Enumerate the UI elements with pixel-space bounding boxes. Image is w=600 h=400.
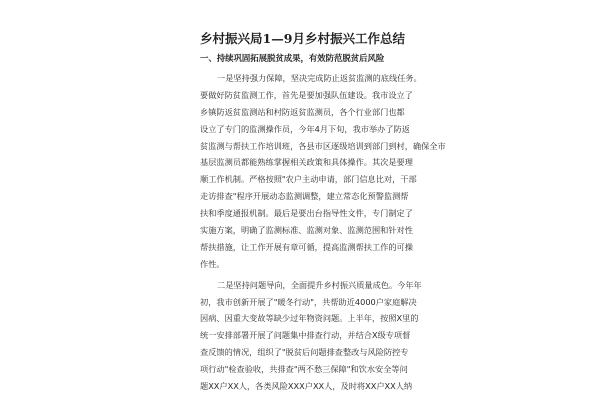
paragraph-line: 基层监测员都能熟练掌握相关政策和具体操作。其次是要理 bbox=[200, 157, 413, 168]
paragraph-line: 初，我市创新开展了"暖冬行动"，共帮助近4000户家庭解决 bbox=[200, 296, 417, 307]
paragraph-line: 因病、因重大变故等缺少过年物资问题。上半年，按照X里的 bbox=[200, 313, 419, 324]
paragraph-line: 扶和季度通报机制。最后是要出台指导性文件，专门制定了 bbox=[200, 208, 413, 219]
paragraph-line: 走访排查"程序开展动态监测调整，建立常态化预警监测帮 bbox=[200, 191, 409, 202]
paragraph-line: 查反馈的情况，组织了"脱贫后问题排查整改与风险防控专 bbox=[200, 347, 409, 358]
paragraph-line: 二是坚持问题导向，全面提升乡村振兴质量成色。今年年 bbox=[217, 279, 422, 290]
paragraph-line: 实施方案，明确了监测标准、监测对象、监测范围和针对性 bbox=[200, 225, 413, 236]
paragraph-line: 要做好防贫监测工作，首先是要加强队伍建设。我市设立了 bbox=[200, 89, 413, 100]
page-title: 乡村振兴局1—9月乡村振兴工作总结 bbox=[200, 31, 405, 46]
document-body bbox=[200, 30, 446, 399]
paragraph-line: 作性。 bbox=[200, 258, 225, 269]
section-heading: 一、持续巩固拓展脱贫成果，有效防范脱贫后风险 bbox=[200, 53, 385, 63]
paragraph-line: 设立了专门的监测操作员，今年4月下旬，我市举办了防返 bbox=[200, 123, 410, 134]
paragraph-line: 乡镇防返贫监测站和村防返贫监测员，各个行业部门也都 bbox=[200, 106, 405, 117]
paragraph-line: 顺工作机制。严格按照"农户主动申请，部门信息比对，干部 bbox=[200, 174, 417, 185]
paragraph-line: 统一安排部署开展了问题集中排查行动，并结合X级专项督 bbox=[200, 330, 411, 341]
paragraph-line: 帮扶措施，让工作开展有章可循，提高监测帮扶工作的可操 bbox=[200, 241, 413, 252]
paragraph-line: 贫监测与帮扶工作培训班，各县市区逐级培训到部门到村，确保全市 bbox=[200, 140, 446, 151]
paragraph-line: 一是坚持强力保障，坚决完成防止返贫监测的底线任务。 bbox=[217, 73, 422, 83]
paragraph-1 bbox=[200, 70, 446, 273]
paragraph-2 bbox=[200, 277, 422, 395]
paragraph-line: 题XX户XX人，各类风险XXX户XX人，及时将XX户XX人纳 bbox=[200, 381, 413, 392]
paragraph-line: 项行动"检查验收，共排查"两不愁三保障"和饮水安全等问 bbox=[200, 364, 408, 375]
